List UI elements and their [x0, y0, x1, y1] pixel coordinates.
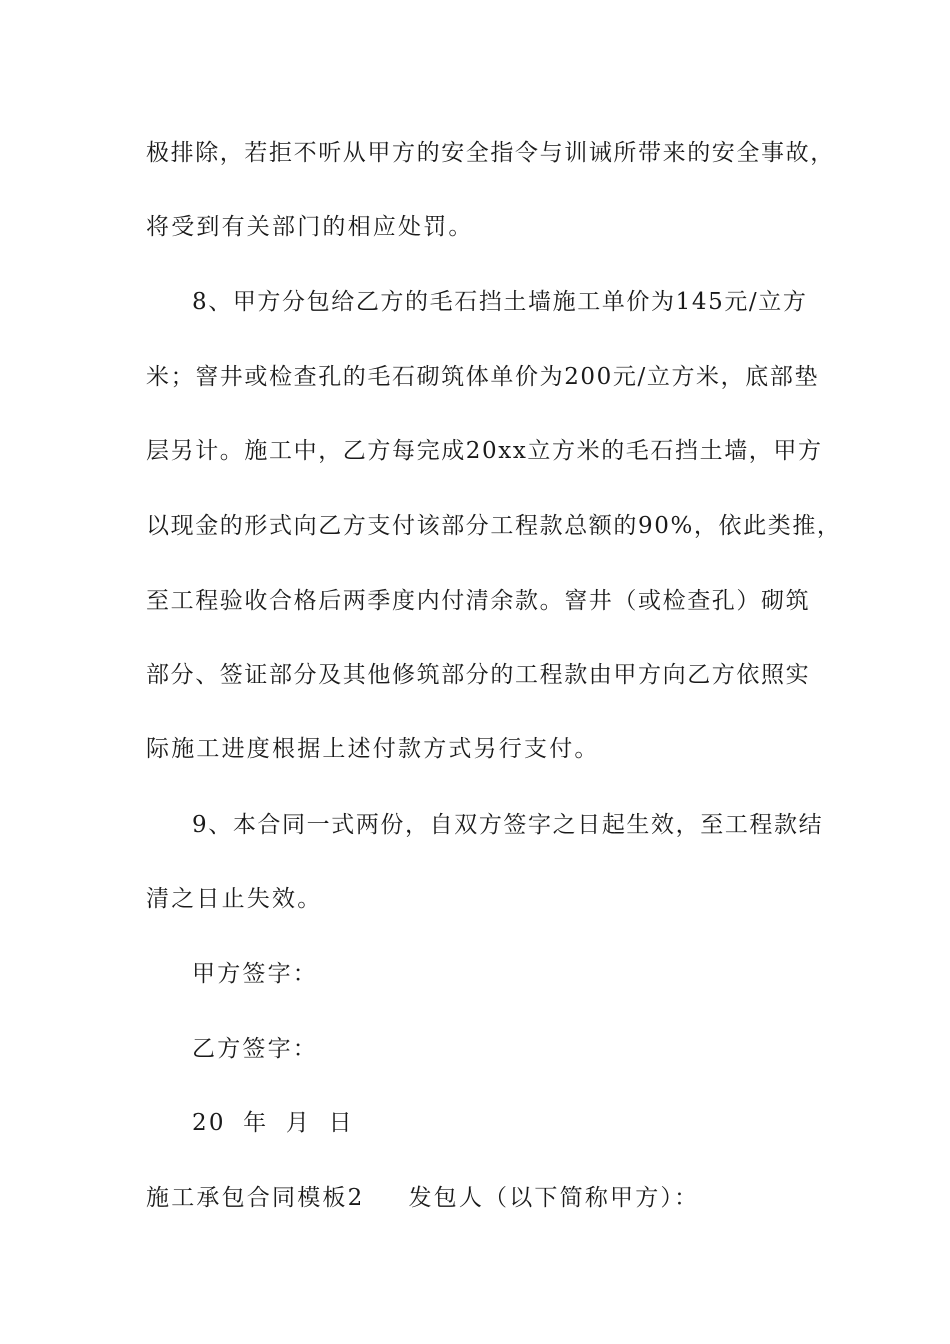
clause-8-line-4: 以现金的形式向乙方支付该部分工程款总额的90%，依此类推，	[146, 513, 842, 539]
clause-8-line-2: 米；窨井或检查孔的毛石砌筑体单价为200元/立方米，底部垫	[146, 364, 820, 390]
clause-8-line-7: 际施工进度根据上述付款方式另行支付。	[146, 736, 600, 762]
party-a-signature: 甲方签字：	[192, 961, 318, 987]
clause-8-line-5: 至工程验收合格后两季度内付清余款。窨井（或检查孔）砌筑	[146, 588, 811, 614]
clause-9-line-2: 清之日止失效。	[146, 886, 323, 912]
party-b-signature: 乙方签字：	[192, 1036, 318, 1062]
clause-9-line-1: 9、本合同一式两份，自双方签字之日起生效，至工程款结	[192, 812, 824, 838]
clause-8-line-3: 层另计。施工中，乙方每完成20xx立方米的毛石挡土墙，甲方	[146, 438, 823, 464]
text-line-1: 极排除，若拒不听从甲方的安全指令与训诫所带来的安全事故，	[146, 140, 835, 166]
text-line-2: 将受到有关部门的相应处罚。	[146, 214, 474, 240]
template-title: 施工承包合同模板2	[146, 1185, 365, 1211]
employer-label: 发包人（以下简称甲方）：	[408, 1185, 700, 1211]
footer-line	[146, 1183, 826, 1213]
signature-date: 20 年 月 日	[192, 1110, 354, 1136]
clause-8-line-6: 部分、签证部分及其他修筑部分的工程款由甲方向乙方依照实	[146, 662, 811, 688]
clause-8-line-1: 8、甲方分包给乙方的毛石挡土墙施工单价为145元/立方	[192, 289, 808, 315]
